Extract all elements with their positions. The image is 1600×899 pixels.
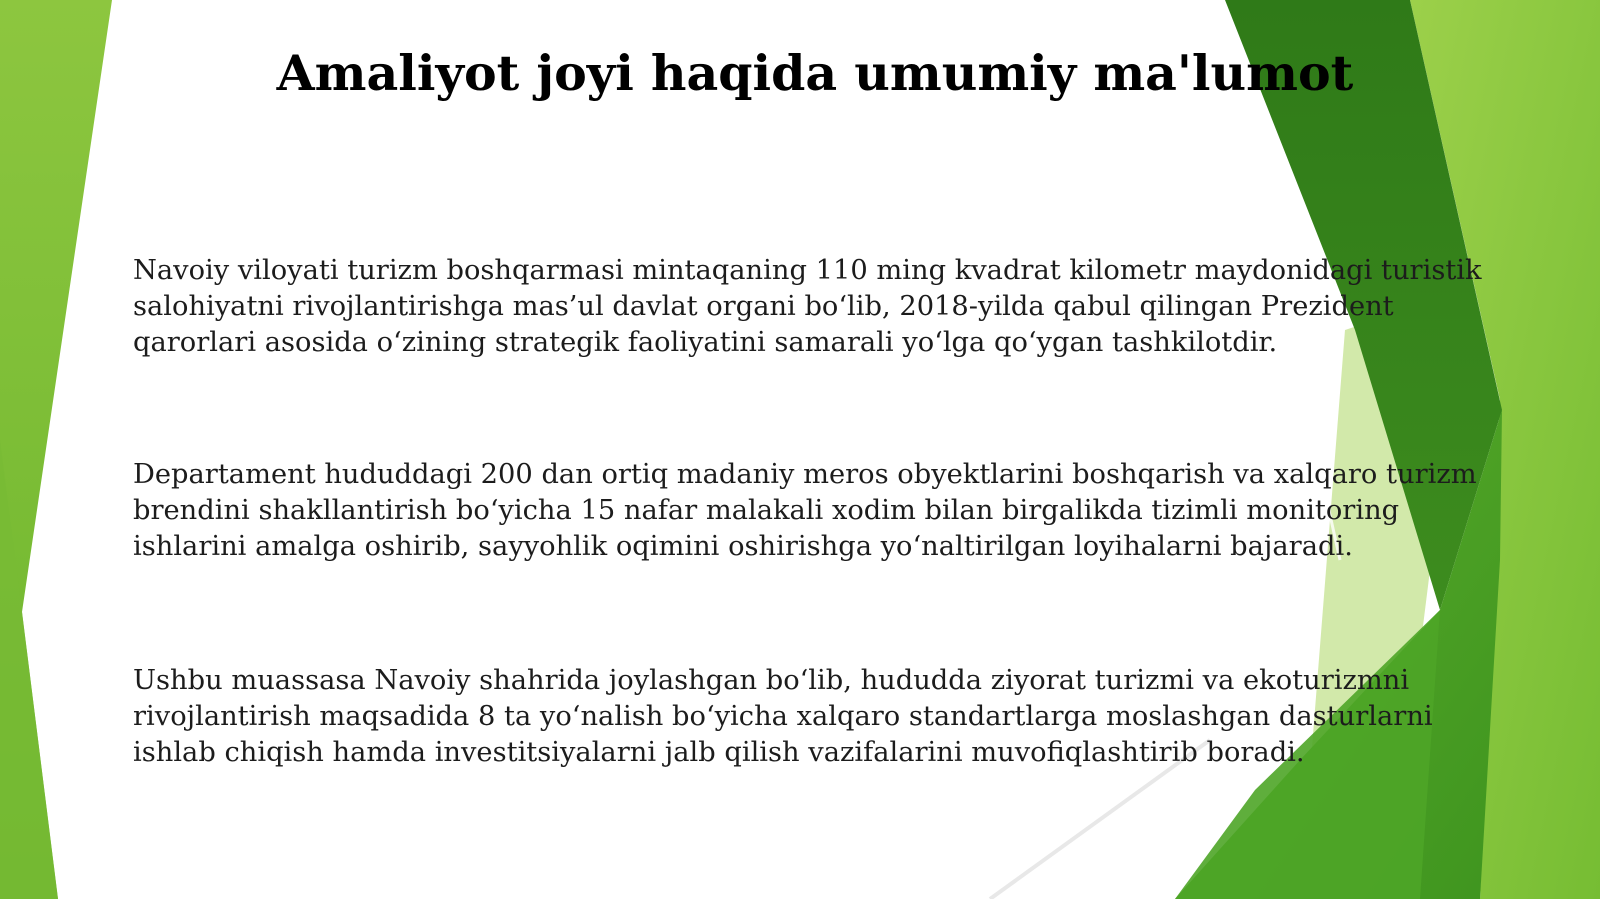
body-paragraph-2: Departament hududdagi 200 dan ortiq madaniy meros obyektlarini boshqarish va xalqaro turizm brendini shakllantirish bo‘yicha 15 nafar malakali xodim bilan birgalikda tizimli monitoring ishlarini amalga oshirib, sayyohlik oqimini oshirishga yo‘naltirilgan loyihalarni bajaradi. [133, 459, 1477, 562]
slide-title: Amaliyot joyi haqida umumiy ma'lumot [276, 44, 1354, 102]
body-paragraph-1: Navoiy viloyati turizm boshqarmasi mintaqaning 110 ming kvadrat kilometr maydonidagi turistik salohiyatni rivojlantirishga mas’ul davlat organi bo‘lib, 2018-yilda qabul qilingan Prezident qarorlari asosida o‘zining strategik faoliyatini samarali yo‘lga qo‘ygan tashkilotdir. [133, 255, 1482, 358]
body-paragraph-3: Ushbu muassasa Navoiy shahrida joylashgan bo‘lib, hududda ziyorat turizmi va ekoturizmni rivojlantirish maqsadida 8 ta yo‘nalish bo‘yicha xalqaro standartlarga moslashgan dasturlarni ishlab chiqish hamda investitsiyalarni jalb qilish vazifalarini muvofiqlashtirib boradi. [133, 665, 1433, 768]
